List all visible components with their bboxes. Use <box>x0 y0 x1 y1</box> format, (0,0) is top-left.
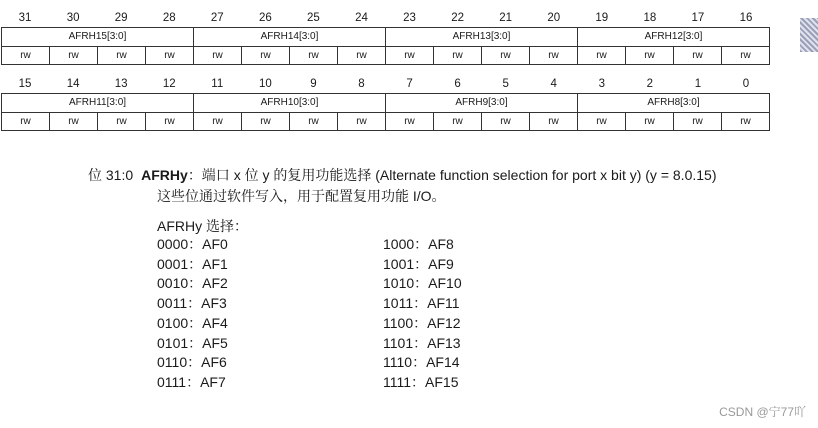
bit-number: 27 <box>210 12 224 24</box>
selection-code: 1111：AF15 <box>383 373 459 390</box>
access-cell: rw <box>530 113 578 130</box>
selection-code: 0010：AF2 <box>157 275 228 292</box>
bit-number: 4 <box>550 78 557 90</box>
bit-numbers-row <box>1 75 770 93</box>
bit-number: 20 <box>547 12 561 24</box>
field-names-row <box>1 27 770 46</box>
access-cell: rw <box>626 47 674 64</box>
bit-number: 15 <box>18 78 32 90</box>
bit-number: 28 <box>162 12 176 24</box>
bit-number: 3 <box>598 78 605 90</box>
bit-number: 19 <box>595 12 609 24</box>
bit-number: 22 <box>451 12 464 24</box>
access-cell: rw <box>146 47 194 64</box>
bit-number: 24 <box>355 12 368 24</box>
bit-number: 26 <box>258 12 272 24</box>
access-cell: rw <box>98 113 146 130</box>
bit-number: 7 <box>406 78 413 90</box>
register-low-half <box>1 75 770 131</box>
bit-number: 9 <box>310 78 317 90</box>
access-cell: rw <box>50 47 98 64</box>
selection-code: 0111：AF7 <box>157 373 226 390</box>
selection-code: 1001：AF9 <box>383 255 454 272</box>
bit-number: 2 <box>646 78 654 90</box>
field-name: AFRHy <box>141 167 188 183</box>
field-cell: AFRH14[3:0] <box>194 28 386 46</box>
selection-code: 1110：AF14 <box>383 354 460 371</box>
selection-codes-left <box>157 235 228 393</box>
bit-number: 11 <box>211 78 224 90</box>
bit-number: 6 <box>454 78 461 90</box>
access-cell: rw <box>674 113 722 130</box>
bit-number: 29 <box>114 12 128 24</box>
access-cell: rw <box>386 113 434 130</box>
access-cell: rw <box>50 113 98 130</box>
bit-number: 31 <box>18 12 32 24</box>
bit-number: 1 <box>694 78 702 90</box>
access-cell: rw <box>290 47 338 64</box>
access-cell: rw <box>98 47 146 64</box>
edge-thumbnail <box>800 18 818 52</box>
field-cell: AFRH13[3:0] <box>386 28 578 46</box>
access-cell: rw <box>2 113 50 130</box>
register-high-half <box>1 9 770 65</box>
access-cell: rw <box>146 113 194 130</box>
access-cell: rw <box>242 113 290 130</box>
field-names-row <box>1 93 770 112</box>
selection-code: 0001：AF1 <box>157 255 228 272</box>
bit-number: 25 <box>307 12 320 24</box>
selection-codes-right <box>383 235 462 393</box>
access-cell: rw <box>386 47 434 64</box>
access-cell: rw <box>434 47 482 64</box>
bit-number: 0 <box>742 78 750 90</box>
selection-code: 0101：AF5 <box>157 334 228 351</box>
access-cell: rw <box>338 113 386 130</box>
access-cell: rw <box>194 113 242 130</box>
selection-code: 1010：AF10 <box>383 275 462 292</box>
field-cell: AFRH12[3:0] <box>644 31 703 42</box>
access-row <box>1 112 770 131</box>
access-cell: rw <box>626 113 674 130</box>
bit-number: 16 <box>739 12 753 24</box>
selection-code: 0110：AF6 <box>157 354 227 371</box>
access-cell: rw <box>740 116 751 127</box>
watermark: CSDN @宁77吖 <box>719 405 806 419</box>
access-cell: rw <box>290 113 338 130</box>
bit-number: 21 <box>499 12 513 24</box>
bit-number: 12 <box>162 78 176 90</box>
field-cell: AFRH10[3:0] <box>194 94 386 112</box>
selection-code: 1011：AF11 <box>383 295 460 312</box>
access-cell: rw <box>482 47 530 64</box>
bit-number: 23 <box>403 12 416 24</box>
access-cell: rw <box>434 113 482 130</box>
bit-number: 17 <box>691 12 705 24</box>
field-cell: AFRH15[3:0] <box>2 28 194 46</box>
bit-number: 10 <box>258 78 272 90</box>
bit-number: 8 <box>358 78 365 90</box>
bit-range-label: 位 31:0 <box>88 167 134 183</box>
access-cell: rw <box>578 113 626 130</box>
access-cell: rw <box>242 47 290 64</box>
access-cell: rw <box>482 113 530 130</box>
bit-number: 30 <box>66 12 80 24</box>
field-cell: AFRH11[3:0] <box>2 94 194 112</box>
selection-code: 0011：AF3 <box>157 295 227 312</box>
access-cell: rw <box>578 47 626 64</box>
field-usage-note: 这些位通过软件写入，用于配置复用功能 I/O。 <box>157 188 446 204</box>
access-cell: rw <box>194 47 242 64</box>
bit-number: 5 <box>502 78 509 90</box>
bit-number: 13 <box>114 78 128 90</box>
field-description-line <box>88 165 716 185</box>
selection-heading: AFRHy 选择： <box>157 218 248 234</box>
access-cell: rw <box>338 47 386 64</box>
field-description: ：端口 x 位 y 的复用功能选择 (Alternate function selection for port x bit y) (y = 8.0.15) <box>187 167 717 183</box>
selection-code: 0100：AF4 <box>157 314 228 331</box>
access-cell: rw <box>2 47 50 64</box>
field-cell: AFRH9[3:0] <box>386 94 578 112</box>
selection-code: 1000：AF8 <box>383 236 454 252</box>
access-row <box>1 46 770 65</box>
bit-number: 14 <box>66 78 80 90</box>
bit-number: 18 <box>643 12 657 24</box>
selection-code: 0000：AF0 <box>157 236 228 252</box>
access-cell: rw <box>674 47 722 64</box>
selection-code: 1101：AF13 <box>383 334 461 351</box>
bit-numbers-row <box>1 9 770 27</box>
access-cell: rw <box>740 50 751 61</box>
field-cell: AFRH8[3:0] <box>647 97 700 108</box>
access-cell: rw <box>530 47 578 64</box>
selection-code: 1100：AF12 <box>383 314 461 331</box>
